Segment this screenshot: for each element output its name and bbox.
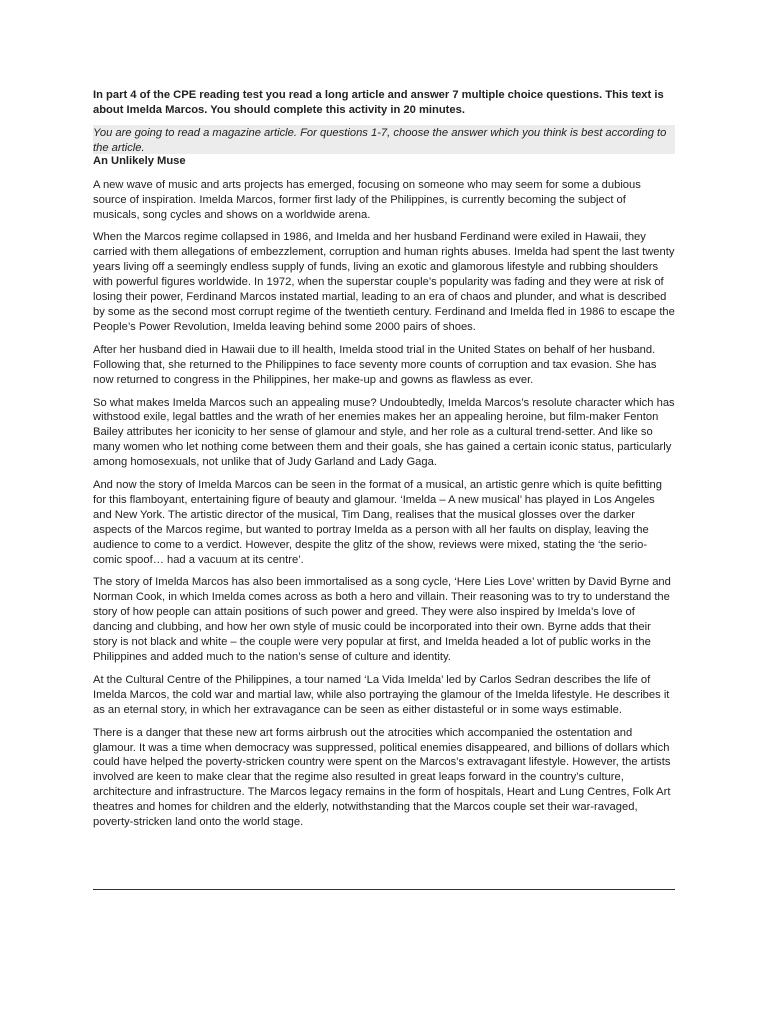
article-paragraph: So what makes Imelda Marcos such an appealing muse? Undoubtedly, Imelda Marcos’s resolute character which has withstood exile, legal battles and the wrath of her enemies makes her an appealing heroine, but film-maker Fenton Bailey attributes her iconicity to her sense of glamour and style, and her role as a cultural trend-setter. And like so many women who let nothing come between them and their goals, she has gained a certain iconic status, particularly among homosexuals, not unlike that of Judy Garland and Lady Gaga.	[93, 396, 675, 469]
document-content	[93, 88, 675, 838]
article-paragraph: After her husband died in Hawaii due to ill health, Imelda stood trial in the United States on behalf of her husband. Following that, she returned to the Philippines to face seventy more counts of corruption and tax evasion. She has now returned to congress in the Philippines, her make-up and gowns as flawless as ever.	[93, 343, 657, 386]
article-paragraph: At the Cultural Centre of the Philippines, a tour named ‘La Vida Imelda’ led by Carlos Sedran describes the life of Imelda Marcos, the cold war and martial law, while also portraying the glamour of the Imelda lifestyle. He describes it as an eternal story, in which her extravagance can be seen as either distasteful or in some ways estimable.	[93, 673, 670, 716]
horizontal-divider	[93, 889, 675, 890]
article-paragraph: The story of Imelda Marcos has also been immortalised as a song cycle, ‘Here Lies Love’ written by David Byrne and Norman Cook, in which Imelda comes across as both a hero and villain. Their reasoning was to try to understand the story of how people can attain positions of such power and greed. They were also inspired by Imelda’s love of dancing and clubbing, and how her own style of music could be incorporated into their own. Byrne adds that their story is not black and white – the couple were very popular at first, and Imelda headed a lot of public works in the Philippines and added much to the nation’s sense of culture and identity.	[93, 576, 671, 663]
article-paragraph: When the Marcos regime collapsed in 1986, and Imelda and her husband Ferdinand were exiled in Hawaii, they carried with them allegations of embezzlement, corruption and human rights abuses. Imelda had spent the last twenty years living off a seemingly endless supply of funds, living an exotic and glamorous lifestyle and rubbing shoulders with powerful figures worldwide. In 1972, when the superstar couple’s popularity was fading and they were at risk of losing their power, Ferdinand Marcos instated martial, leading to an era of chaos and plunder, and what is described by some as the second most corrupt regime of the twentieth century. Ferdinand and Imelda fled in 1986 to escape the People’s Power Revolution, Imelda leaving behind some 2000 pairs of shoes.	[93, 231, 675, 333]
article-paragraph: There is a danger that these new art forms airbrush out the atrocities which accompanied the ostentation and glamour. It was a time when democracy was suppressed, political enemies disappeared, and billions of dollars which could have helped the poverty-stricken country were spent on the Marcos’s extravagant lifestyle. However, the artists involved are keen to make clear that the regime also resulted in great leaps forward in the country’s culture, architecture and infrastructure. The Marcos legacy remains in the form of hospitals, Heart and Lung Centres, Folk Art theatres and homes for children and the elderly, notwithstanding that the Marcos couple set their war-ravaged, poverty-stricken land onto the world stage.	[93, 726, 671, 829]
article-title: An Unlikely Muse	[93, 154, 186, 167]
article-paragraph: And now the story of Imelda Marcos can be seen in the format of a musical, an artistic genre which is quite befitting for this flamboyant, entertaining figure of beauty and glamour. ‘Imelda – A new musical’ has played in Los Angeles and New York. The artistic director of the musical, Tim Dang, realises that the musical glosses over the darker aspects of the Marcos regime, but wanted to portray Imelda as a person with all her faults on display, leaving the audience to come to a verdict. However, despite the glitz of the show, reviews were mixed, stating the ‘the serio-comic spoof… had a vacuum at its centre’.	[93, 479, 662, 566]
article-paragraph: A new wave of music and arts projects has emerged, focusing on someone who may seem for some a dubious source of inspiration. Imelda Marcos, former first lady of the Philippines, is currently becoming the subject of musicals, song cycles and shows on a worldwide arena.	[93, 178, 641, 221]
task-instructions: You are going to read a magazine article. For questions 1-7, choose the answer which you think is best according to the article.	[93, 125, 675, 154]
task-intro: In part 4 of the CPE reading test you read a long article and answer 7 multiple choice questions. This text is about Imelda Marcos. You should complete this activity in 20 minutes.	[93, 89, 664, 116]
